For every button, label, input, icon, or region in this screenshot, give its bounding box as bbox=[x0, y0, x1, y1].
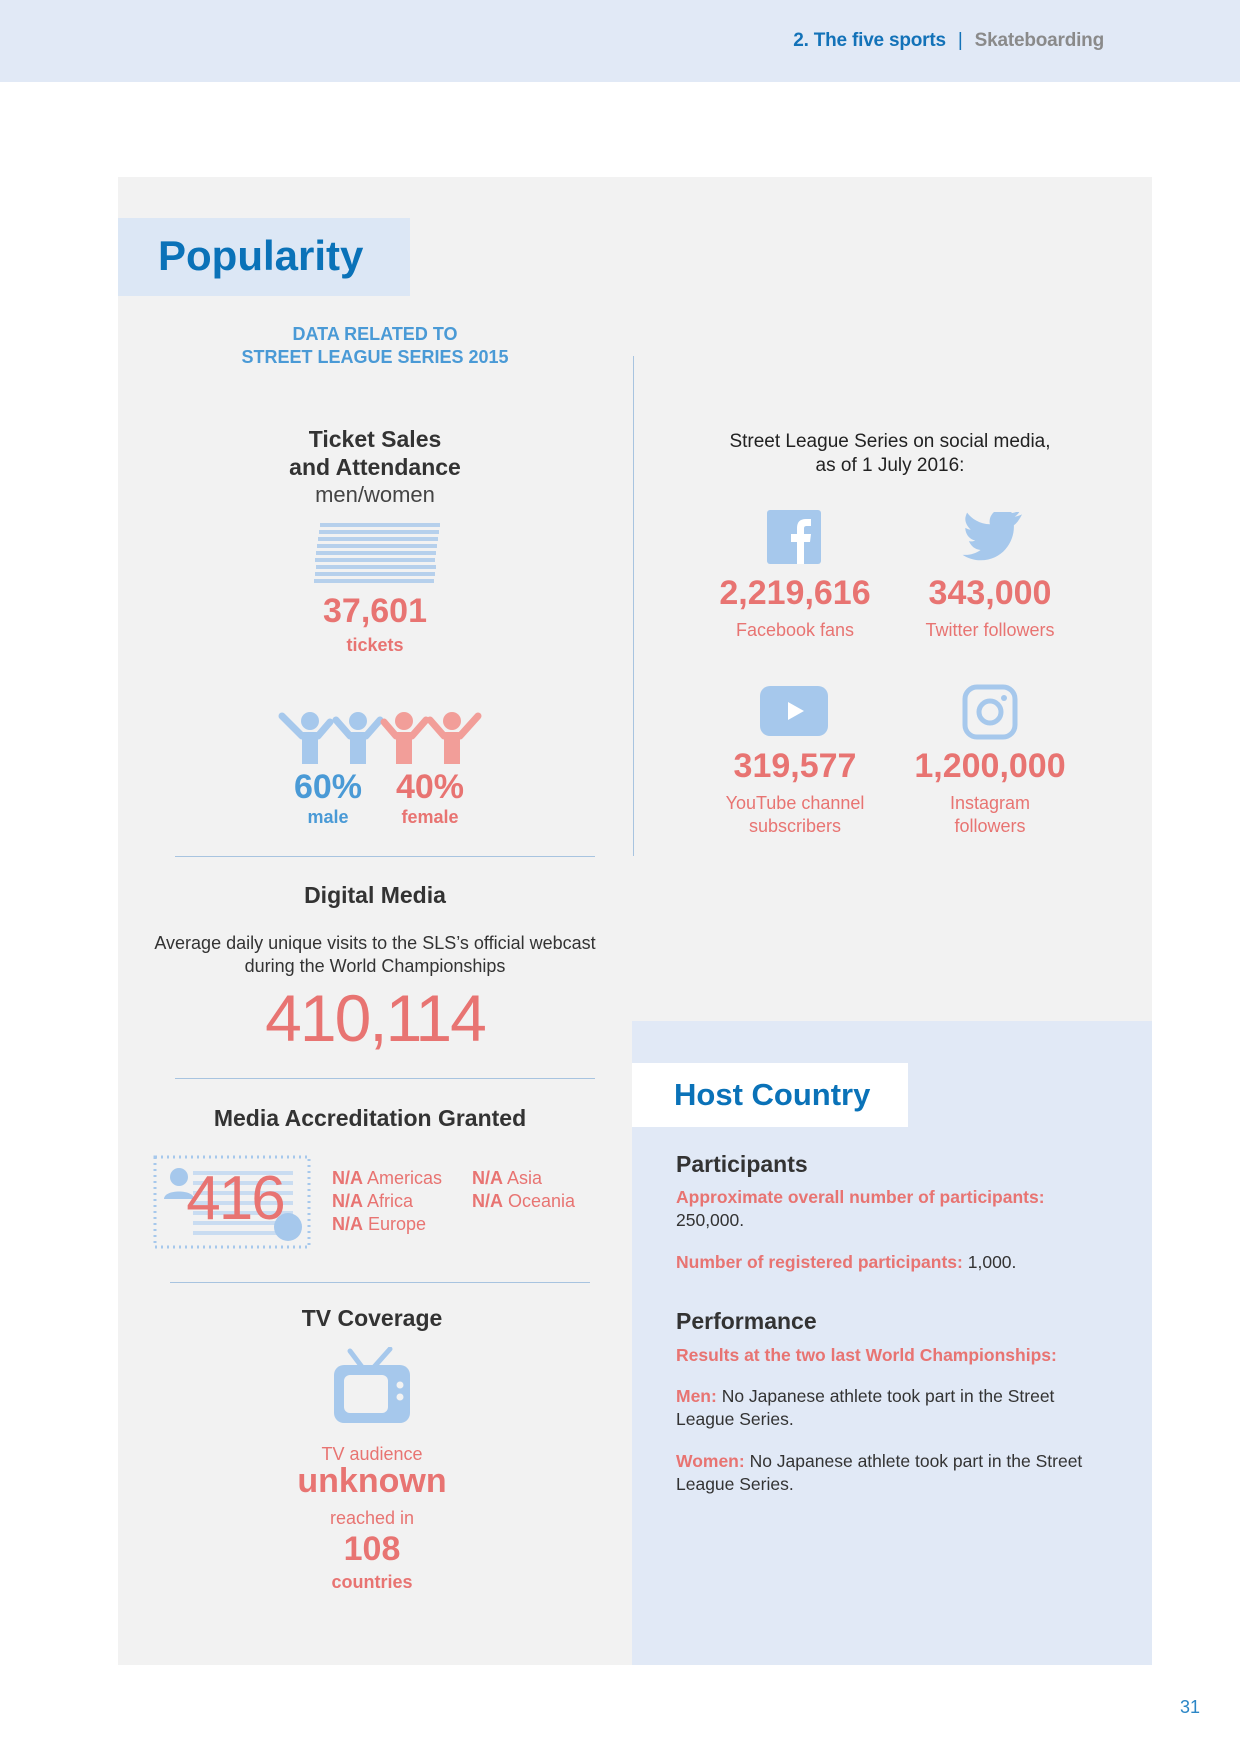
divider bbox=[170, 1282, 590, 1283]
instagram-label-line2: followers bbox=[954, 816, 1026, 836]
women-text: No Japanese athlete took part in the Street League Series. bbox=[676, 1451, 1083, 1494]
popularity-title: Popularity bbox=[158, 232, 364, 279]
television-icon bbox=[332, 1347, 412, 1427]
participants-heading: Participants bbox=[676, 1151, 808, 1177]
accreditation-region: N/A Africa bbox=[332, 1191, 414, 1211]
accreditation-region: N/A Americas bbox=[332, 1168, 443, 1188]
digital-media-desc bbox=[140, 932, 610, 978]
women-results bbox=[676, 1450, 1106, 1496]
divider bbox=[175, 856, 595, 857]
digital-media-value: 410,114 bbox=[265, 981, 485, 1055]
accreditation-title: Media Accreditation Granted bbox=[213, 1105, 527, 1131]
social-intro-line1: Street League Series on social media, bbox=[729, 431, 1051, 452]
tickets-subtitle: men/women bbox=[315, 482, 435, 507]
divider bbox=[175, 1078, 595, 1079]
youtube-icon bbox=[760, 686, 828, 736]
instagram-icon bbox=[962, 684, 1018, 740]
youtube-label bbox=[700, 792, 890, 838]
registered-participants-label: Number of registered participants: bbox=[676, 1252, 963, 1272]
accreditation-region: N/A Asia bbox=[472, 1168, 543, 1188]
tickets-value: 37,601 bbox=[323, 592, 427, 630]
approx-participants-value: 250,000. bbox=[676, 1210, 745, 1230]
performance-heading: Performance bbox=[676, 1308, 817, 1334]
registered-participants-value: 1,000. bbox=[967, 1252, 1017, 1272]
men-text: No Japanese athlete took part in the Street League Series. bbox=[676, 1386, 1055, 1429]
tv-countries-value: 108 bbox=[343, 1530, 401, 1568]
registered-participants bbox=[676, 1251, 1106, 1274]
tickets-title-line2: and Attendance bbox=[289, 454, 461, 480]
digital-desc-line2: during the World Championships bbox=[244, 956, 506, 976]
instagram-label-line1: Instagram bbox=[949, 793, 1031, 813]
approx-participants bbox=[676, 1186, 1106, 1232]
tv-audience-label: TV audience bbox=[321, 1444, 423, 1464]
facebook-label: Facebook fans bbox=[735, 620, 855, 640]
data-note bbox=[175, 323, 575, 369]
tickets-unit: tickets bbox=[346, 635, 404, 655]
host-country-title: Host Country bbox=[674, 1077, 871, 1112]
youtube-value: 319,577 bbox=[733, 747, 857, 785]
accreditation-region: N/A Europe bbox=[332, 1214, 427, 1234]
breadcrumb bbox=[793, 30, 1104, 52]
twitter-icon bbox=[962, 512, 1024, 564]
tickets-heading bbox=[175, 425, 575, 509]
facebook-value: 2,219,616 bbox=[719, 574, 871, 612]
male-percent: 60% bbox=[293, 768, 363, 806]
people-cheering-icon bbox=[274, 708, 484, 768]
social-intro bbox=[680, 430, 1100, 478]
digital-desc-line1: Average daily unique visits to the SLS’s official webcast bbox=[154, 933, 596, 953]
accreditation-value: 416 bbox=[186, 1164, 284, 1233]
male-label: male bbox=[307, 807, 349, 827]
facebook-icon bbox=[767, 510, 821, 564]
breadcrumb-separator: | bbox=[957, 30, 963, 51]
men-results bbox=[676, 1385, 1096, 1431]
tickets-title-line1: Ticket Sales bbox=[308, 426, 442, 452]
youtube-label-line1: YouTube channel bbox=[725, 793, 865, 813]
data-note-line1: DATA RELATED TO bbox=[292, 324, 458, 344]
data-note-line2: STREET LEAGUE SERIES 2015 bbox=[241, 347, 509, 367]
breadcrumb-current: Skateboarding bbox=[974, 30, 1104, 51]
youtube-label-line2: subscribers bbox=[748, 816, 842, 836]
tv-audience-value: unknown bbox=[297, 1462, 447, 1500]
results-label: Results at the two last World Championships: bbox=[676, 1345, 1057, 1365]
female-label: female bbox=[401, 807, 459, 827]
men-label: Men: bbox=[676, 1386, 717, 1406]
approx-participants-label: Approximate overall number of participants: bbox=[676, 1187, 1045, 1207]
tv-coverage-title: TV Coverage bbox=[301, 1305, 443, 1331]
women-label: Women: bbox=[676, 1451, 745, 1471]
accreditation-region: N/A Oceania bbox=[472, 1191, 576, 1211]
page-number: 31 bbox=[1179, 1697, 1200, 1717]
column-divider bbox=[633, 356, 634, 856]
tv-countries-label: countries bbox=[331, 1572, 413, 1592]
breadcrumb-section[interactable]: 2. The five sports bbox=[793, 30, 946, 51]
ticket-stack-icon bbox=[314, 523, 446, 589]
tv-reached-label: reached in bbox=[329, 1508, 415, 1528]
instagram-label bbox=[885, 792, 1095, 838]
digital-media-title: Digital Media bbox=[304, 882, 446, 908]
twitter-label: Twitter followers bbox=[925, 620, 1055, 640]
twitter-value: 343,000 bbox=[928, 574, 1052, 612]
instagram-value: 1,200,000 bbox=[914, 747, 1066, 785]
social-intro-line2: as of 1 July 2016: bbox=[815, 455, 965, 476]
female-percent: 40% bbox=[395, 768, 465, 806]
